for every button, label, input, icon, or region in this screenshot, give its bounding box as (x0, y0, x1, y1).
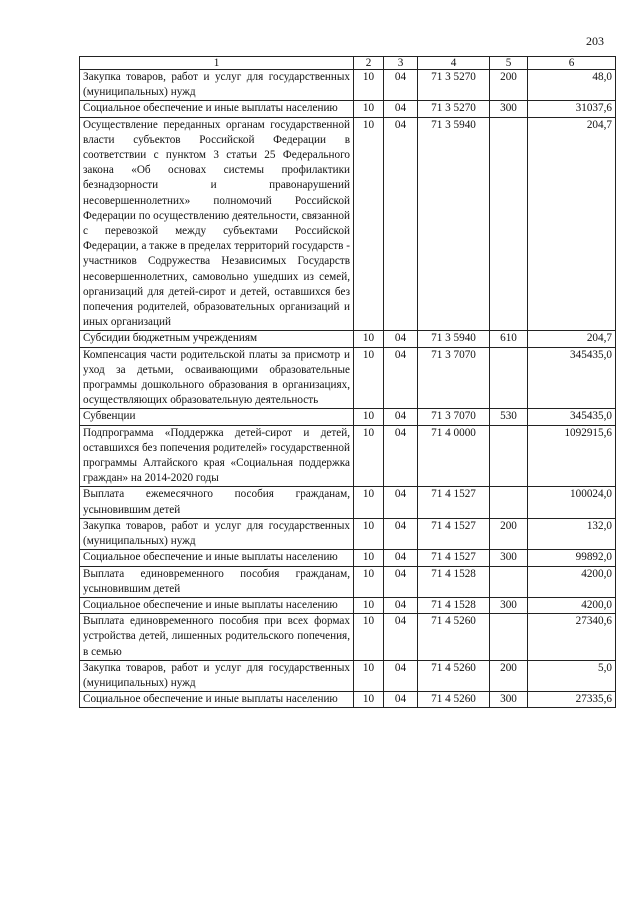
subsection-code-cell: 04 (384, 566, 418, 597)
target-article-code-cell: 71 3 7070 (418, 347, 490, 409)
amount-cell: 48,0 (528, 70, 616, 101)
table-row (80, 70, 616, 101)
header-cell-2: 2 (354, 57, 384, 70)
target-article-code-cell: 71 4 0000 (418, 425, 490, 487)
table-row (80, 614, 616, 661)
subsection-code-cell: 04 (384, 117, 418, 331)
amount-cell: 31037,6 (528, 101, 616, 117)
table-row (80, 660, 616, 691)
subsection-code-cell: 04 (384, 409, 418, 425)
section-code-cell: 10 (354, 660, 384, 691)
section-code-cell: 10 (354, 487, 384, 518)
target-article-code-cell: 71 3 5940 (418, 117, 490, 331)
table-row (80, 566, 616, 597)
amount-cell: 345435,0 (528, 347, 616, 409)
amount-cell: 4200,0 (528, 566, 616, 597)
target-article-code-cell: 71 4 1527 (418, 487, 490, 518)
amount-cell: 345435,0 (528, 409, 616, 425)
header-cell-3: 3 (384, 57, 418, 70)
expense-type-code-cell (490, 347, 528, 409)
expense-type-code-cell (490, 425, 528, 487)
section-code-cell: 10 (354, 117, 384, 331)
table-row (80, 487, 616, 518)
expense-type-code-cell: 300 (490, 550, 528, 566)
item-name-cell: Социальное обеспечение и иные выплаты населению (80, 597, 354, 613)
budget-table (79, 56, 616, 708)
section-code-cell: 10 (354, 409, 384, 425)
expense-type-code-cell (490, 487, 528, 518)
table-row (80, 550, 616, 566)
item-name-cell: Подпрограмма «Поддержка детей-сирот и детей, оставшихся без попечения родителей» государственной программы Алтайского края «Социальная поддержка граждан» на 2014-2020 годы (80, 425, 354, 487)
expense-type-code-cell (490, 614, 528, 661)
header-row (80, 57, 616, 70)
amount-cell: 204,7 (528, 117, 616, 331)
subsection-code-cell: 04 (384, 660, 418, 691)
expense-type-code-cell: 610 (490, 331, 528, 347)
table-row (80, 692, 616, 708)
subsection-code-cell: 04 (384, 101, 418, 117)
item-name-cell: Выплата единовременного пособия при всех формах устройства детей, лишенных родительского попечения, в семью (80, 614, 354, 661)
target-article-code-cell: 71 4 1527 (418, 518, 490, 549)
item-name-cell: Компенсация части родительской платы за присмотр и уход за детьми, осваивающими образовательные программы дошкольного образования в организациях, осуществляющих образовательную деятельность (80, 347, 354, 409)
subsection-code-cell: 04 (384, 550, 418, 566)
item-name-cell: Субвенции (80, 409, 354, 425)
target-article-code-cell: 71 3 7070 (418, 409, 490, 425)
header-cell-4: 4 (418, 57, 490, 70)
section-code-cell: 10 (354, 518, 384, 549)
target-article-code-cell: 71 4 5260 (418, 692, 490, 708)
table-row (80, 425, 616, 487)
section-code-cell: 10 (354, 101, 384, 117)
expense-type-code-cell: 530 (490, 409, 528, 425)
amount-cell: 100024,0 (528, 487, 616, 518)
expense-type-code-cell: 300 (490, 597, 528, 613)
target-article-code-cell: 71 3 5940 (418, 331, 490, 347)
target-article-code-cell: 71 4 1528 (418, 566, 490, 597)
page-number: 203 (586, 34, 604, 48)
header-cell-6: 6 (528, 57, 616, 70)
item-name-cell: Социальное обеспечение и иные выплаты населению (80, 101, 354, 117)
section-code-cell: 10 (354, 692, 384, 708)
target-article-code-cell: 71 4 5260 (418, 660, 490, 691)
expense-type-code-cell: 200 (490, 70, 528, 101)
item-name-cell: Социальное обеспечение и иные выплаты населению (80, 550, 354, 566)
target-article-code-cell: 71 4 1528 (418, 597, 490, 613)
section-code-cell: 10 (354, 550, 384, 566)
table-row (80, 597, 616, 613)
amount-cell: 5,0 (528, 660, 616, 691)
subsection-code-cell: 04 (384, 70, 418, 101)
item-name-cell: Социальное обеспечение и иные выплаты населению (80, 692, 354, 708)
target-article-code-cell: 71 3 5270 (418, 70, 490, 101)
amount-cell: 4200,0 (528, 597, 616, 613)
subsection-code-cell: 04 (384, 347, 418, 409)
expense-type-code-cell: 200 (490, 660, 528, 691)
expense-type-code-cell (490, 566, 528, 597)
expense-type-code-cell (490, 117, 528, 331)
table-body (80, 70, 616, 708)
expense-type-code-cell: 300 (490, 692, 528, 708)
expense-type-code-cell: 200 (490, 518, 528, 549)
subsection-code-cell: 04 (384, 614, 418, 661)
section-code-cell: 10 (354, 566, 384, 597)
subsection-code-cell: 04 (384, 487, 418, 518)
target-article-code-cell: 71 4 1527 (418, 550, 490, 566)
subsection-code-cell: 04 (384, 692, 418, 708)
subsection-code-cell: 04 (384, 425, 418, 487)
section-code-cell: 10 (354, 614, 384, 661)
section-code-cell: 10 (354, 70, 384, 101)
header-cell-5: 5 (490, 57, 528, 70)
item-name-cell: Выплата единовременного пособия гражданам, усыновившим детей (80, 566, 354, 597)
table-row (80, 331, 616, 347)
item-name-cell: Субсидии бюджетным учреждениям (80, 331, 354, 347)
section-code-cell: 10 (354, 331, 384, 347)
table-row (80, 347, 616, 409)
section-code-cell: 10 (354, 425, 384, 487)
subsection-code-cell: 04 (384, 597, 418, 613)
subsection-code-cell: 04 (384, 331, 418, 347)
subsection-code-cell: 04 (384, 518, 418, 549)
target-article-code-cell: 71 4 5260 (418, 614, 490, 661)
amount-cell: 1092915,6 (528, 425, 616, 487)
table-row (80, 409, 616, 425)
item-name-cell: Закупка товаров, работ и услуг для государственных (муниципальных) нужд (80, 70, 354, 101)
amount-cell: 132,0 (528, 518, 616, 549)
amount-cell: 27340,6 (528, 614, 616, 661)
item-name-cell: Выплата ежемесячного пособия гражданам, усыновившим детей (80, 487, 354, 518)
table-row (80, 518, 616, 549)
table-row (80, 117, 616, 331)
header-cell-1: 1 (80, 57, 354, 70)
item-name-cell: Осуществление переданных органам государственной власти субъектов Российской Федерации в соответствии с пунктом 3 статьи 25 Федерального закона «Об основах системы профилактики безнадзорности и правонарушений несовершеннолетних» полномочий Российской Федерации по осуществлению деятельности, связанной с перевозкой между субъектами Российской Федерации, а также в пределах территорий государств - участников Содружества Независимых Государств несовершеннолетних, самовольно ушедших из семей, организаций для детей-сирот и детей, оставшихся без попечения родителей, образовательных организаций и иных организаций (80, 117, 354, 331)
target-article-code-cell: 71 3 5270 (418, 101, 490, 117)
amount-cell: 99892,0 (528, 550, 616, 566)
table-row (80, 101, 616, 117)
item-name-cell: Закупка товаров, работ и услуг для государственных (муниципальных) нужд (80, 518, 354, 549)
item-name-cell: Закупка товаров, работ и услуг для государственных (муниципальных) нужд (80, 660, 354, 691)
section-code-cell: 10 (354, 347, 384, 409)
amount-cell: 204,7 (528, 331, 616, 347)
section-code-cell: 10 (354, 597, 384, 613)
expense-type-code-cell: 300 (490, 101, 528, 117)
amount-cell: 27335,6 (528, 692, 616, 708)
